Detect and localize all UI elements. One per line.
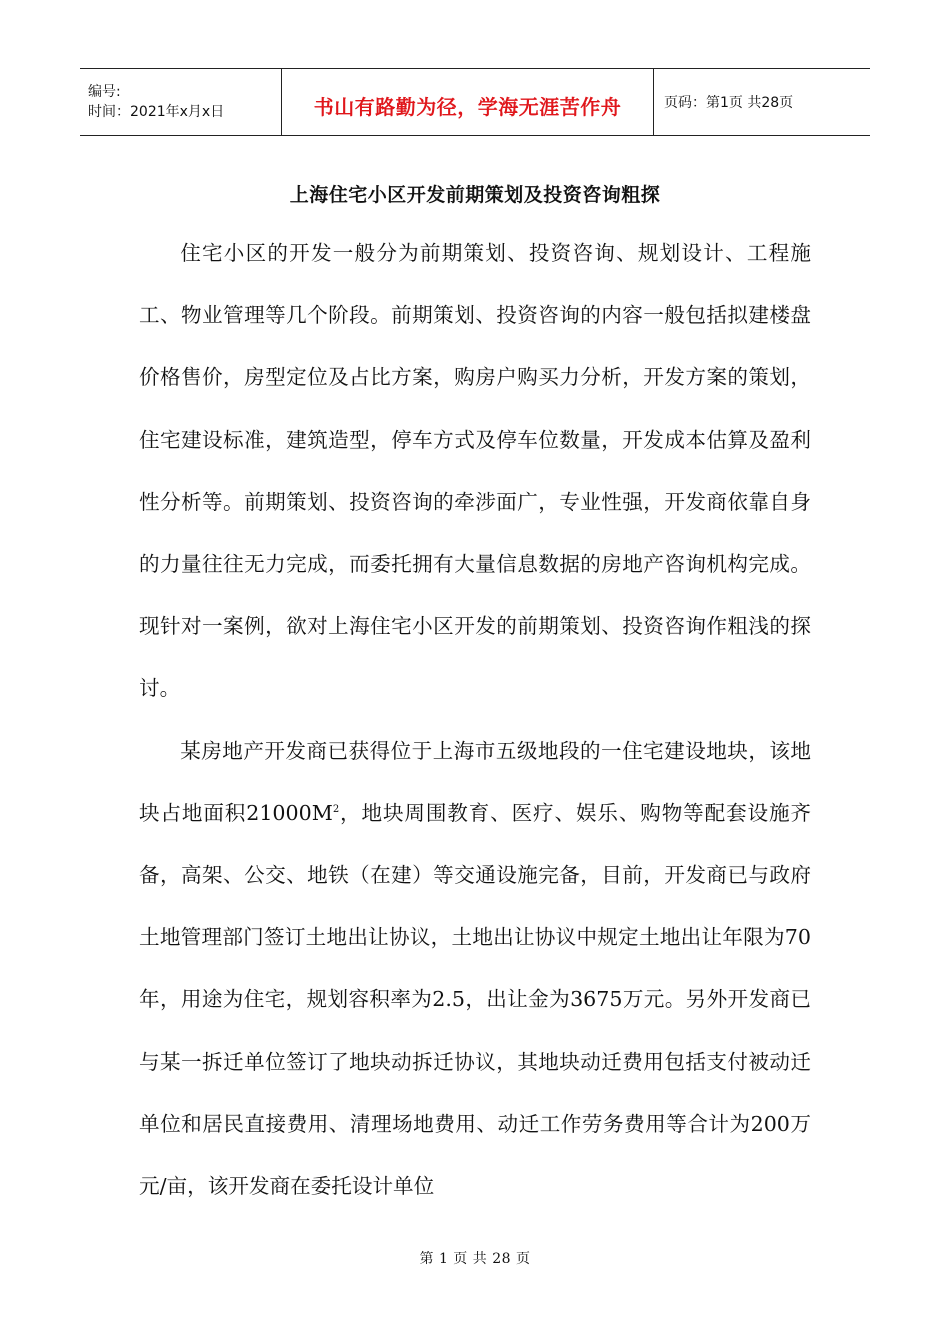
superscript-2: 2 [332,803,340,815]
page-footer: 第 1 页 共 28 页 [419,1251,531,1267]
document-title: 上海住宅小区开发前期策划及投资咨询粗探 [289,184,661,206]
header-page-code: 页码：第1页 共28页 [664,95,794,111]
header-table [80,68,870,136]
document-number-label: 编号: [88,84,121,100]
document-body [139,222,811,1217]
paragraph-case-text-a: 某房地产开发商已获得位于上海市五级地段的一住宅建设地块，该地块占地面积21000M [139,738,811,825]
header-motto: 书山有路勤为径，学海无涯苦作舟 [313,94,622,119]
header-motto-cell [282,69,654,135]
paragraph-intro: 住宅小区的开发一般分为前期策划、投资咨询、规划设计、工程施工、物业管理等几个阶段。前期策划、投资咨询的内容一般包括拟建楼盘价格售价，房型定位及占比方案，购房户购买力分析，开发方案的策划，住宅建设标准，建筑造型，停车方式及停车位数量，开发成本估算及盈利性分析等。前期策划、投资咨询的牵涉面广，专业性强，开发商依靠自身的力量往往无力完成，而委托拥有大量信息数据的房地产咨询机构完成。现针对一案例，欲对上海住宅小区开发的前期策划、投资咨询作粗浅的探讨。 [139,241,811,701]
header-page-cell [654,69,870,135]
paragraph-case-text-b: ，地块周围教育、医疗、娱乐、购物等配套设施齐备，高架、公交、地铁（在建）等交通设施完备，目前，开发商已与政府土地管理部门签订土地出让协议，土地出让协议中规定土地出让年限为70年，用途为住宅，规划容积率为2.5，出让金为3675万元。另外开发商已与某一拆迁单位签订了地块动拆迁协议，其地块动迁费用包括支付被动迁单位和居民直接费用、清理场地费用、动迁工作劳务费用等合计为200万元/亩，该开发商在委托设计单位 [139,800,811,1199]
paragraph-case [139,720,811,1218]
header-meta-cell [80,69,282,135]
document-time-label: 时间：2021年x月x日 [88,104,225,120]
